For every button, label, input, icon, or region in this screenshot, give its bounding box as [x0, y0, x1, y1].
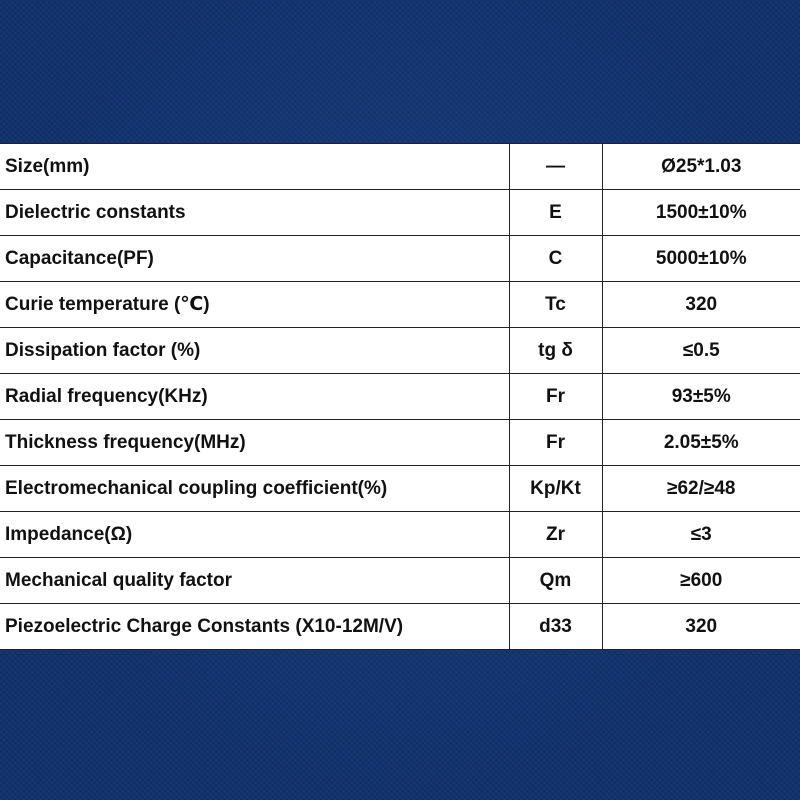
table-row [0, 512, 800, 558]
parameter-name: Capacitance(PF) [0, 236, 509, 282]
parameter-name: Size(mm) [0, 144, 509, 190]
parameter-name: Thickness frequency(MHz) [0, 420, 509, 466]
parameter-symbol: — [509, 144, 602, 190]
parameter-name: Piezoelectric Charge Constants (X10-12M/V) [0, 604, 509, 650]
parameter-name: Curie temperature (℃) [0, 282, 509, 328]
parameter-value: 320 [602, 282, 800, 328]
table-row [0, 236, 800, 282]
parameter-value: ≤3 [602, 512, 800, 558]
parameter-symbol: E [509, 190, 602, 236]
parameter-value: ≤0.5 [602, 328, 800, 374]
parameter-name: Impedance(Ω) [0, 512, 509, 558]
parameter-name: Dielectric constants [0, 190, 509, 236]
table-row [0, 466, 800, 512]
table-row [0, 328, 800, 374]
table-row [0, 604, 800, 650]
parameter-name: Radial frequency(KHz) [0, 374, 509, 420]
parameter-value: 1500±10% [602, 190, 800, 236]
parameter-value: 2.05±5% [602, 420, 800, 466]
parameter-symbol: d33 [509, 604, 602, 650]
parameter-name: Electromechanical coupling coefficient(%) [0, 466, 509, 512]
parameter-value: ≥600 [602, 558, 800, 604]
parameter-symbol: C [509, 236, 602, 282]
parameter-value: 93±5% [602, 374, 800, 420]
specifications-table [0, 143, 800, 650]
table-row [0, 282, 800, 328]
parameter-value: 5000±10% [602, 236, 800, 282]
parameter-symbol: Qm [509, 558, 602, 604]
parameter-name: Dissipation factor (%) [0, 328, 509, 374]
parameter-symbol: Tc [509, 282, 602, 328]
table-row [0, 420, 800, 466]
parameter-symbol: Kp/Kt [509, 466, 602, 512]
parameter-name: Mechanical quality factor [0, 558, 509, 604]
parameter-symbol: tg δ [509, 328, 602, 374]
parameter-symbol: Fr [509, 420, 602, 466]
parameter-symbol: Zr [509, 512, 602, 558]
parameter-value: 320 [602, 604, 800, 650]
table-row [0, 190, 800, 236]
table-row [0, 558, 800, 604]
table-row [0, 374, 800, 420]
parameter-value: ≥62/≥48 [602, 466, 800, 512]
table-row [0, 144, 800, 190]
parameter-symbol: Fr [509, 374, 602, 420]
parameter-value: Ø25*1.03 [602, 144, 800, 190]
